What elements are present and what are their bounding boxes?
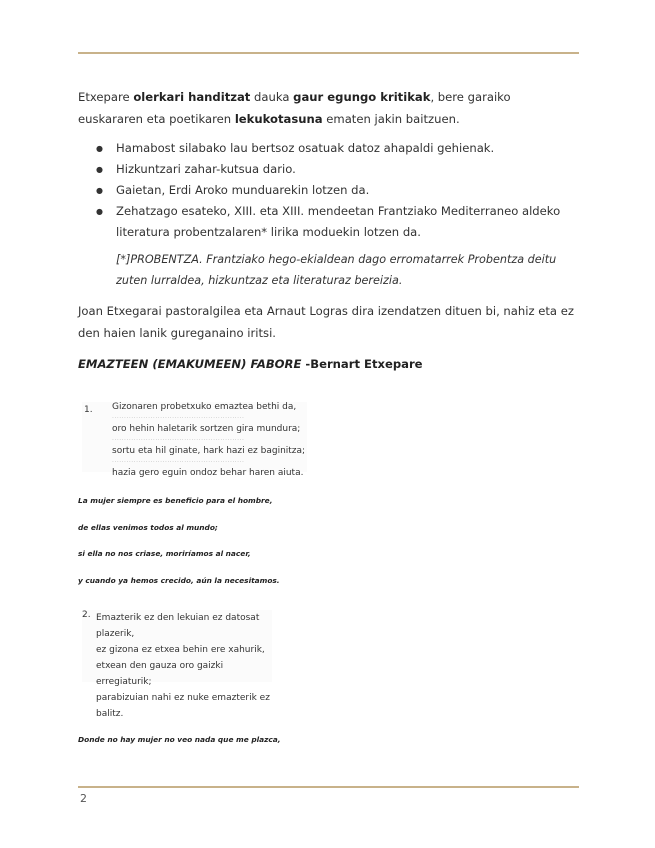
stanza-number: 2.	[82, 610, 91, 620]
second-paragraph: Joan Etxegarai pastoralgilea eta Arnaut Logras dira izendatzen dituen bi, nahiz eta ez den haien lanik gureganaino iritsi.	[78, 304, 574, 340]
footer-rule	[78, 786, 579, 788]
verse-line: ·······················································	[112, 415, 245, 422]
verse-line: ez gizona ez etxea behin ere xahurik,	[96, 645, 265, 655]
intro-paragraph: Etxepare olerkari handitzat dauka gaur egungo kritikak, bere garaiko euskararen eta poetikaren lekukotasuna ematen jakin baitzuen.	[78, 90, 511, 126]
stanza-1-image	[82, 402, 307, 478]
list-item: ● Hamabost silabako lau bertsoz osatuak datoz ahapaldi gehienak.	[78, 138, 578, 159]
poem-title: EMAZTEEN (EMAKUMEEN) FABORE -Bernart Etxepare	[78, 357, 423, 371]
translation-line: si ella no nos criase, moriríamos al nacer,	[78, 549, 251, 558]
page-body	[78, 86, 578, 387]
verse-line: hazia gero eguin ondoz behar haren aiuta.	[112, 468, 304, 478]
verse-line: sortu eta hil ginate, hark hazi ez baginitza;	[112, 446, 306, 456]
stanza-1-lines	[112, 402, 305, 479]
translation-line: La mujer siempre es beneficio para el hombre,	[78, 496, 273, 505]
stanza-2-lines	[96, 610, 272, 722]
translation-line: y cuando ya hemos crecido, aún la necesitamos.	[78, 576, 280, 585]
translation-line: Donde no hay mujer no veo nada que me plazca,	[78, 735, 281, 744]
list-item: ● Hizkuntzari zahar-kutsua dario.	[78, 159, 578, 180]
stanza-number: 1.	[84, 405, 93, 415]
verse-line: Emazterik ez den lekuian ez datosat plazerik,	[96, 613, 260, 639]
list-item: ● Zehatzago esateko, XIII. eta XIII. mendeetan Frantziako Mediterraneo aldeko literatura probentzalaren* lirika moduekin lotzen da.	[78, 201, 578, 243]
translation-line: de ellas venimos todos al mundo;	[78, 523, 218, 532]
stanza-2-image	[82, 610, 272, 719]
header-rule	[78, 52, 579, 54]
verse-line: ·······················································	[112, 437, 245, 444]
verse-line: Gizonaren probetxuko emaztea bethi da,	[112, 402, 297, 412]
bullet-list	[78, 138, 578, 243]
verse-line: ·······················································	[112, 459, 245, 466]
verse-line: oro hehin haletarik sortzen gira mundura;	[112, 424, 301, 434]
footnote: [*]PROBENTZA. Frantziako hego-ekialdean dago erromatarrek Probentza deitu zuten lurraldea, hizkuntzaz eta literaturaz bereizia.	[116, 253, 557, 287]
verse-line: etxean den gauza oro gaizki erregiaturik;	[96, 661, 224, 687]
page-number: 2	[80, 792, 87, 805]
list-item: ● Gaietan, Erdi Aroko munduarekin lotzen da.	[78, 180, 578, 201]
verse-line: parabizuian nahi ez nuke emazterik ez balitz.	[96, 693, 270, 719]
